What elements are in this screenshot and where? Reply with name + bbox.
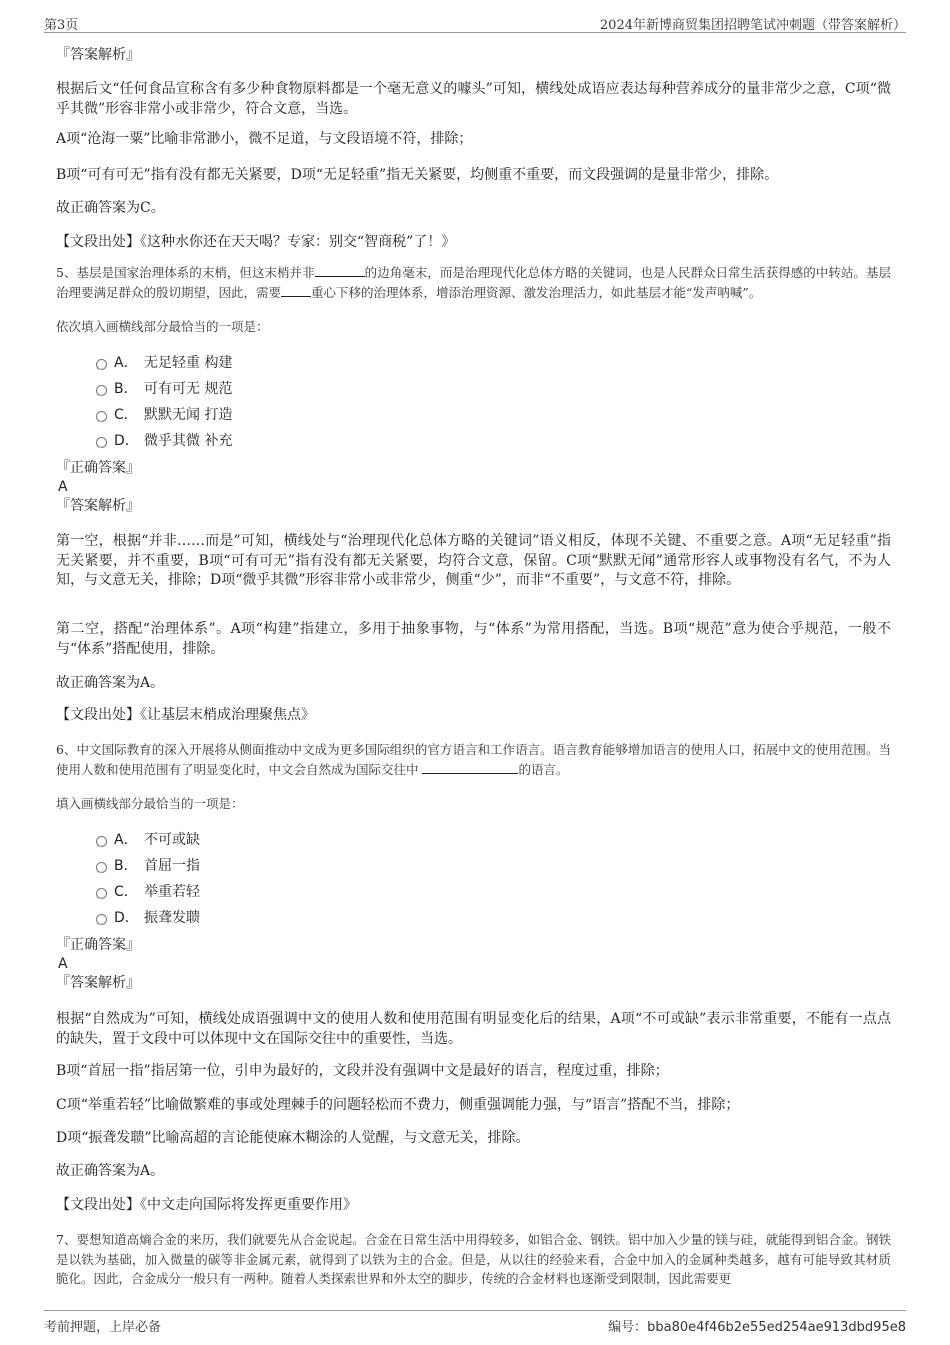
option-letter: B． (114, 381, 138, 397)
q4-analysis-body (56, 80, 891, 119)
stem-text: 6、中文国际教育的深入开展将从侧面推动中文成为更多国际组织的官方语言和工作语言。语言教育能够增加语言的使用人口，拓展中文的使用范围。当使用人数和使用范围有了明显变化时，中文会自然成为国际交往中 (56, 742, 891, 777)
q5-analysis-1 (56, 532, 891, 591)
q5-prompt (56, 317, 891, 335)
question-stem (56, 263, 891, 302)
option-text: 可有可无 规范 (144, 381, 233, 397)
question-6 (56, 740, 891, 779)
code-value: bba80e4f46b2e55ed254ae913dbd95e8 (647, 1320, 906, 1335)
stem-text: 5、基层是国家治理体系的末梢，但这末梢并非 (56, 265, 315, 280)
option-list (96, 827, 891, 931)
question-prompt: 填入画横线部分最恰当的一项是： (56, 796, 244, 811)
analysis-paragraph: 根据后文“任何食品宣称含有多少种食物原料都是一个毫无意义的噱头”可知，横线处成语应表达每种营养成分的量非常少之意，C项“微乎其微”形容非常小或非常少，符合文意，当选。 (56, 81, 891, 117)
question-prompt: 依次填入画横线部分最恰当的一项是： (56, 319, 269, 334)
option-a[interactable] (96, 350, 891, 376)
analysis-paragraph: C项“举重若轻”比喻做繁难的事或处理棘手的问题轻松而不费力，侧重强调能力强，与“语言”搭配不当，排除； (56, 1097, 740, 1113)
q5-options (56, 350, 891, 454)
analysis-label: 『答案解析』 (56, 975, 140, 991)
source-citation: 【文段出处】《让基层末梢成治理聚焦点》 (56, 707, 315, 723)
q6-analysis-2 (56, 1062, 891, 1082)
option-letter: A． (114, 832, 138, 848)
option-letter: C． (114, 884, 138, 900)
radio-button[interactable] (96, 411, 107, 422)
option-text: 无足轻重 构建 (144, 355, 233, 371)
code-label: 编号： (608, 1320, 648, 1335)
fill-blank (422, 760, 518, 774)
radio-button[interactable] (96, 862, 107, 873)
radio-button[interactable] (96, 836, 107, 847)
answer-conclusion: 故正确答案为C。 (56, 200, 165, 216)
analysis-label: 『答案解析』 (56, 498, 140, 514)
analysis-paragraph: D项“振聋发聩”比喻高超的言论能使麻木糊涂的人觉醒，与文意无关，排除。 (56, 1130, 530, 1146)
radio-button[interactable] (96, 888, 107, 899)
radio-button[interactable] (96, 359, 107, 370)
option-letter: A． (114, 355, 138, 371)
radio-button[interactable] (96, 914, 107, 925)
q6-source (56, 1196, 891, 1216)
stem-text: 的语言。 (518, 761, 569, 777)
analysis-paragraph: B项“可有可无”指有没有都无关紧要，D项“无足轻重”指无关紧要，均侧重不重要，而文段强调的是量非常少，排除。 (56, 167, 779, 183)
question-stem: 7、要想知道高熵合金的来历，我们就要先从合金说起。合金在日常生活中用得较多，如铝合金、钢铁。铝中加入少量的镁与硅，就能得到铝合金。钢铁是以铁为基础，加入微量的碳等非金属元素，就得到了以铁为主的合金。但是，从以往的经验来看，合金中加入的金属种类越多，越有可能导致其材质脆化。因此，合金成分一般只有一两种。随着人类探索世界和外太空的脚步，传统的合金材料也逐渐受到限制，因此需要更 (56, 1232, 891, 1286)
option-c[interactable] (96, 879, 891, 905)
option-text: 不可或缺 (144, 832, 200, 848)
q5-source (56, 706, 891, 726)
option-letter: D． (114, 910, 139, 926)
stem-text: 重心下移的治理体系，增添治理资源、激发治理活力，如此基层才能“发声呐喊”。 (311, 284, 762, 300)
correct-answer-label: 『正确答案』 (56, 460, 140, 476)
q4-analysis-section (56, 46, 891, 65)
q4-analysis-body-2 (56, 130, 891, 150)
fill-blank (281, 283, 311, 297)
q6-prompt (56, 794, 891, 812)
q4-analysis-body-4 (56, 199, 891, 219)
q6-options (56, 827, 891, 931)
q6-analysis-3 (56, 1096, 891, 1116)
q4-source (56, 233, 891, 253)
analysis-label: 『答案解析』 (56, 47, 140, 63)
source-citation: 【文段出处】《中文走向国际将发挥更重要作用》 (56, 1197, 357, 1213)
radio-button[interactable] (96, 437, 107, 448)
fill-blank (315, 263, 365, 277)
q6-answer (56, 936, 891, 993)
option-list (96, 350, 891, 454)
option-text: 振聋发聩 (144, 910, 200, 926)
question-stem (56, 740, 891, 779)
analysis-paragraph: 第一空，根据“并非……而是”可知，横线处与“治理现代化总体方略的关键词”语义相反，体现不关键、不重要之意。A项“无足轻重”指无关紧要，并不重要，B项“可有可无”指有没有都无关紧要，均符合文意，保留。C项“默默无闻”通常形容人或事物没有名气，不为人知，与文意无关，排除；D项“微乎其微”形容非常小或非常少，侧重“少”，而非“不重要”，与文意不符，排除。 (56, 533, 891, 588)
footer-slogan: 考前押题，上岸必备 (44, 1320, 162, 1335)
option-text: 微乎其微 补充 (144, 433, 233, 449)
option-b[interactable] (96, 376, 891, 402)
option-b[interactable] (96, 853, 891, 879)
answer-conclusion: 故正确答案为A。 (56, 1163, 165, 1179)
option-d[interactable] (96, 905, 891, 931)
correct-answer: A (58, 479, 68, 495)
document-title: 2024年新博商贸集团招聘笔试冲刺题（带答案解析） (599, 18, 906, 33)
q6-analysis-5 (56, 1162, 891, 1182)
q6-analysis-4 (56, 1129, 891, 1149)
option-letter: C． (114, 407, 138, 423)
stem-text: 的边角毫末，而是治理现代化总体方略的关键词，也是人民群众日常生活获得感的中转站。基层治理要满足群众的殷切期望，因此，需要 (56, 265, 891, 300)
option-c[interactable] (96, 402, 891, 428)
analysis-paragraph: B项“首屈一指”指居第一位，引申为最好的，文段并没有强调中文是最好的语言，程度过重，排除； (56, 1063, 669, 1079)
answer-conclusion: 故正确答案为A。 (56, 675, 165, 691)
correct-answer-label: 『正确答案』 (56, 937, 140, 953)
analysis-paragraph: 第二空，搭配“治理体系”。A项“构建”指建立，多用于抽象事物，与“体系”为常用搭配，当选。B项“规范”意为使合乎规范，一般不与“体系”搭配使用，排除。 (56, 621, 891, 657)
document-code (608, 1316, 906, 1335)
page-header (44, 12, 906, 33)
page-number: 第3页 (44, 18, 79, 33)
question-5 (56, 263, 891, 302)
option-letter: D． (114, 433, 139, 449)
page-footer (44, 1310, 906, 1333)
option-letter: B． (114, 858, 138, 874)
option-text: 默默无闻 打造 (144, 407, 233, 423)
radio-button[interactable] (96, 385, 107, 396)
correct-answer: A (58, 956, 68, 972)
q6-analysis-1 (56, 1010, 891, 1049)
option-text: 首屈一指 (144, 858, 200, 874)
option-d[interactable] (96, 428, 891, 454)
q5-analysis-2 (56, 620, 891, 659)
q5-answer (56, 459, 891, 516)
q5-analysis-3 (56, 674, 891, 694)
question-7 (56, 1230, 891, 1289)
q4-analysis-body-3 (56, 166, 891, 186)
option-a[interactable] (96, 827, 891, 853)
source-citation: 【文段出处】《这种水你还在天天喝？专家：别交“智商税”了！》 (56, 234, 456, 250)
analysis-paragraph: A项“沧海一粟”比喻非常渺小，微不足道，与文段语境不符，排除； (56, 131, 473, 147)
analysis-paragraph: 根据“自然成为”可知，横线处成语强调中文的使用人数和使用范围有明显变化后的结果，A项“不可或缺”表示非常重要，不能有一点点的缺失，置于文段中可以体现中文在国际交往中的重要性，当选。 (56, 1011, 891, 1047)
option-text: 举重若轻 (144, 884, 200, 900)
